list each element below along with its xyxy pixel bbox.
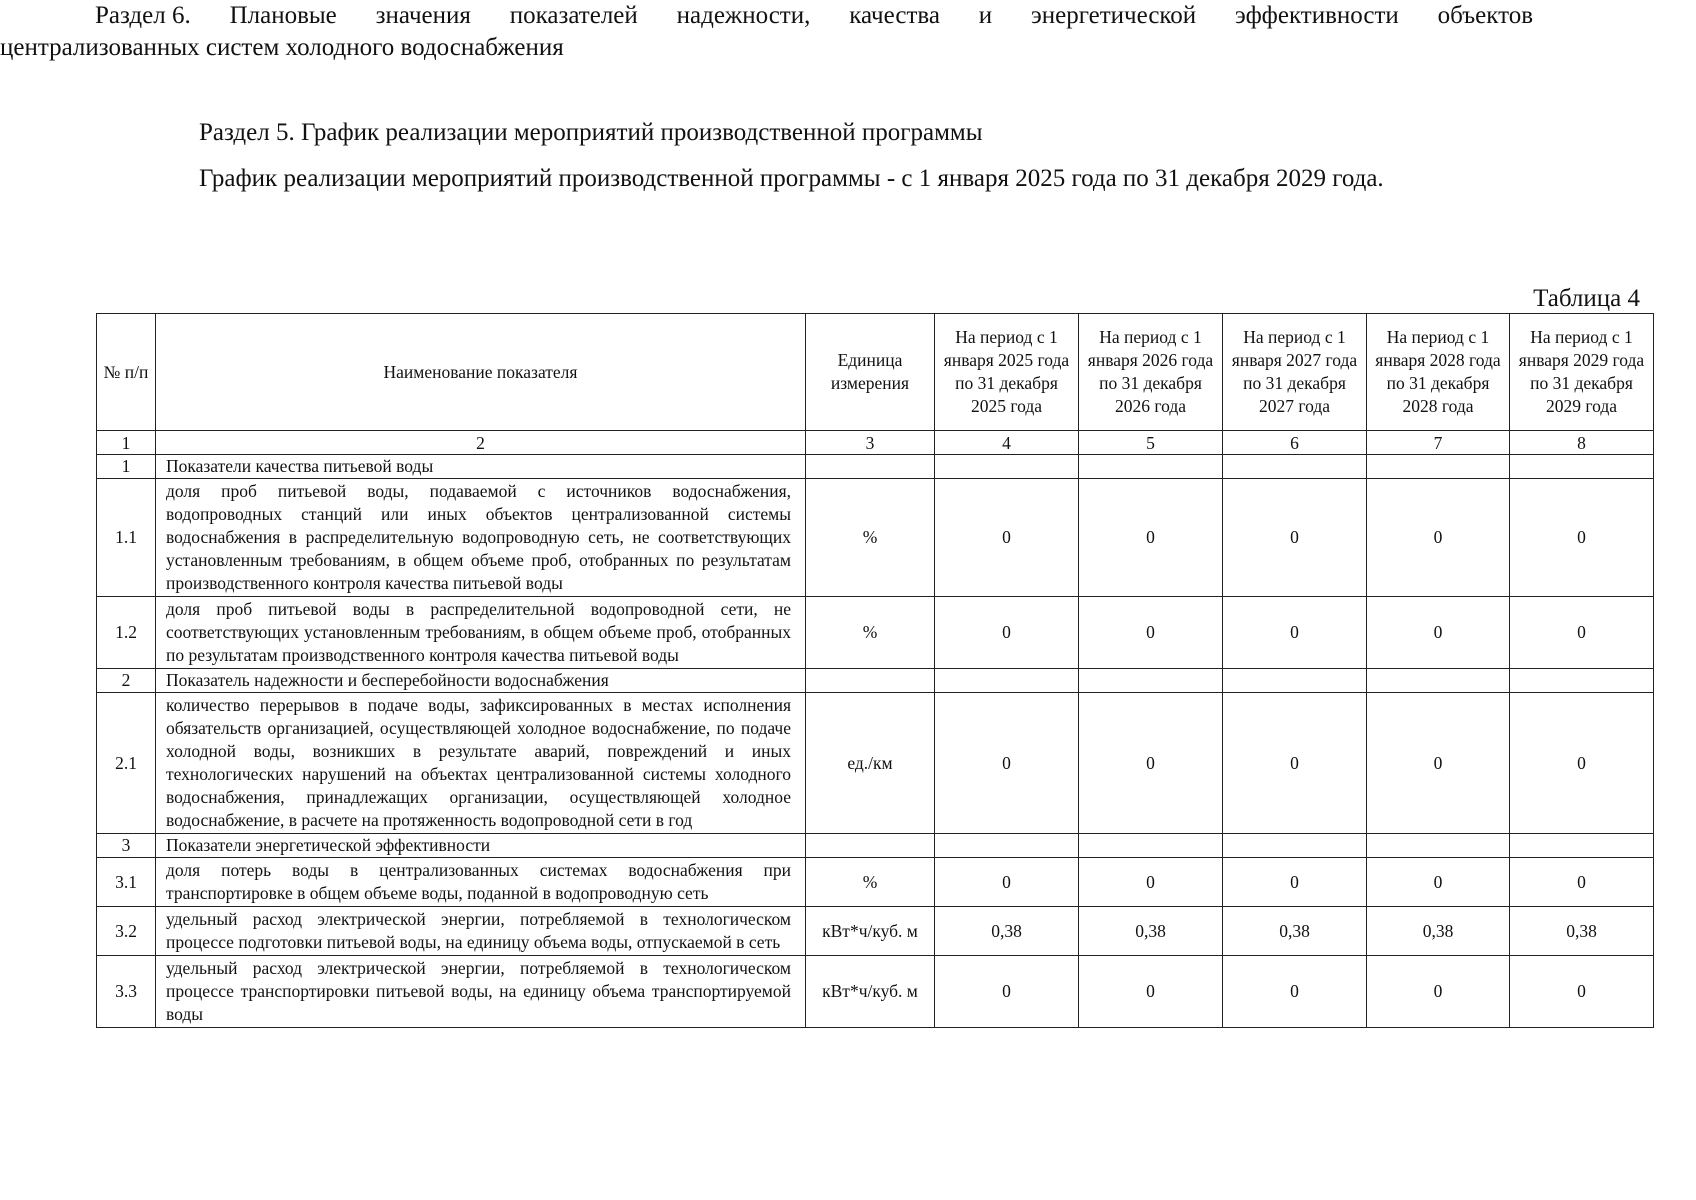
heading-word: качества	[849, 2, 940, 29]
empty-cell	[806, 834, 935, 858]
value-cell: 0	[1079, 479, 1223, 597]
row-num: 2	[97, 669, 156, 693]
section-name: Показатели энергетической эффективности	[156, 834, 806, 858]
value-cell: 0,38	[1223, 907, 1367, 956]
unit-cell: кВт*ч/куб. м	[806, 956, 935, 1028]
header-num: № п/п	[97, 314, 156, 431]
indicator-name: удельный расход электрической энергии, потребляемой в технологическом процессе транспортировки питьевой воды, на единицу объема транспортируемой воды	[156, 956, 806, 1028]
indicator-name: доля проб питьевой воды, подаваемой с источников водоснабжения, водопроводных станций или иных объектов централизованной системы водоснабжения в распределительную водопроводную сеть, не соответствующих установленным требованиям, в общем объеме проб, отобранных по результатам производственного контроля качества питьевой воды	[156, 479, 806, 597]
header-period-2025: На период с 1 января 2025 года по 31 декабря 2025 года	[935, 314, 1079, 431]
section-name: Показатели качества питьевой воды	[156, 455, 806, 479]
value-cell: 0	[1223, 597, 1367, 669]
indicator-name: количество перерывов в подаче воды, зафиксированных в местах исполнения обязательств организацией, осуществляющей холодное водоснабжение, по подаче холодной воды, возникших в результате аварий, повреждений и иных технологических нарушений на объектах централизованной системы холодного водоснабжения, принадлежащих организации, осуществляющей холодное водоснабжение, в расчете на протяженность водопроводной сети в год	[156, 693, 806, 834]
value-cell: 0	[935, 597, 1079, 669]
row-num: 1.2	[97, 597, 156, 669]
header-period-2029: На период с 1 января 2029 года по 31 декабря 2029 года	[1510, 314, 1654, 431]
value-cell: 0	[1079, 858, 1223, 907]
value-cell: 0	[1367, 956, 1510, 1028]
section-name: Показатель надежности и бесперебойности водоснабжения	[156, 669, 806, 693]
table-label: Таблица 4	[1533, 285, 1640, 312]
column-index: 5	[1079, 431, 1223, 455]
column-index: 4	[935, 431, 1079, 455]
table-row	[97, 956, 1654, 1028]
value-cell: 0	[1223, 693, 1367, 834]
heading-word: и	[978, 2, 993, 29]
value-cell: 0	[1079, 693, 1223, 834]
section-6-heading-line-1	[0, 0, 1533, 32]
row-num: 3	[97, 834, 156, 858]
row-num: 3.3	[97, 956, 156, 1028]
empty-cell	[806, 455, 935, 479]
column-index-row	[97, 431, 1654, 455]
empty-cell	[1223, 669, 1367, 693]
unit-cell: ед./км	[806, 693, 935, 834]
table-row	[97, 479, 1654, 597]
heading-word: Плановые	[229, 2, 337, 29]
table-row	[97, 693, 1654, 834]
row-num: 1.1	[97, 479, 156, 597]
value-cell: 0	[1367, 858, 1510, 907]
header-name: Наименование показателя	[156, 314, 806, 431]
section-row	[97, 669, 1654, 693]
value-cell: 0	[1079, 956, 1223, 1028]
empty-cell	[1510, 669, 1654, 693]
indicator-name: удельный расход электрической энергии, потребляемой в технологическом процессе подготовки питьевой воды, на единицу объема воды, отпускаемой в сеть	[156, 907, 806, 956]
empty-cell	[1510, 834, 1654, 858]
value-cell: 0	[935, 479, 1079, 597]
unit-cell: %	[806, 479, 935, 597]
heading-word: показателей	[509, 2, 638, 29]
unit-cell: кВт*ч/куб. м	[806, 907, 935, 956]
indicators-table	[96, 313, 1654, 1028]
value-cell: 0,38	[1510, 907, 1654, 956]
section-row	[97, 455, 1654, 479]
empty-cell	[1510, 455, 1654, 479]
value-cell: 0,38	[935, 907, 1079, 956]
value-cell: 0	[1367, 479, 1510, 597]
row-num: 3.2	[97, 907, 156, 956]
table-header-row	[97, 314, 1654, 431]
table-row	[97, 858, 1654, 907]
heading-word: эффективности	[1235, 2, 1399, 29]
table-row	[97, 597, 1654, 669]
empty-cell	[935, 669, 1079, 693]
empty-cell	[1367, 669, 1510, 693]
header-period-2026: На период с 1 января 2026 года по 31 декабря 2026 года	[1079, 314, 1223, 431]
value-cell: 0	[1510, 597, 1654, 669]
value-cell: 0	[1367, 597, 1510, 669]
table-row	[97, 907, 1654, 956]
empty-cell	[1367, 455, 1510, 479]
value-cell: 0	[1079, 597, 1223, 669]
unit-cell: %	[806, 858, 935, 907]
indicator-name: доля проб питьевой воды в распределительной водопроводной сети, не соответствующих установленным требованиям, в общем объеме проб, отобранных по результатам производственного контроля качества питьевой воды	[156, 597, 806, 669]
header-period-2027: На период с 1 января 2027 года по 31 декабря 2027 года	[1223, 314, 1367, 431]
column-index: 8	[1510, 431, 1654, 455]
value-cell: 0	[1510, 956, 1654, 1028]
header-period-2028: На период с 1 января 2028 года по 31 декабря 2028 года	[1367, 314, 1510, 431]
value-cell: 0	[935, 858, 1079, 907]
column-index: 6	[1223, 431, 1367, 455]
value-cell: 0	[1510, 693, 1654, 834]
value-cell: 0	[1223, 858, 1367, 907]
empty-cell	[806, 669, 935, 693]
column-index: 3	[806, 431, 935, 455]
header-unit: Единица измерения	[806, 314, 935, 431]
value-cell: 0	[1510, 479, 1654, 597]
value-cell: 0	[1223, 479, 1367, 597]
unit-cell: %	[806, 597, 935, 669]
section-5-heading: Раздел 5. График реализации мероприятий производственной программы	[199, 119, 983, 146]
column-index: 1	[97, 431, 156, 455]
section-6-heading	[0, 0, 1533, 64]
heading-word: энергетической	[1031, 2, 1197, 29]
empty-cell	[1367, 834, 1510, 858]
heading-word: объектов	[1437, 2, 1533, 29]
heading-word: значения	[375, 2, 471, 29]
empty-cell	[1079, 455, 1223, 479]
value-cell: 0	[1510, 858, 1654, 907]
heading-word: Раздел 6.	[95, 2, 191, 29]
value-cell: 0	[1223, 956, 1367, 1028]
empty-cell	[1223, 455, 1367, 479]
row-num: 3.1	[97, 858, 156, 907]
heading-word: надежности,	[676, 2, 811, 29]
value-cell: 0	[1367, 693, 1510, 834]
empty-cell	[1223, 834, 1367, 858]
schedule-text: График реализации мероприятий производственной программы - с 1 января 2025 года по 31 декабря 2029 года.	[199, 165, 1384, 192]
empty-cell	[1079, 669, 1223, 693]
value-cell: 0,38	[1079, 907, 1223, 956]
indicator-name: доля потерь воды в централизованных системах водоснабжения при транспортировке в общем объеме воды, поданной в водопроводную сеть	[156, 858, 806, 907]
value-cell: 0	[935, 956, 1079, 1028]
row-num: 2.1	[97, 693, 156, 834]
empty-cell	[935, 834, 1079, 858]
section-6-heading-line-2: централизованных систем холодного водоснабжения	[0, 34, 564, 61]
empty-cell	[935, 455, 1079, 479]
empty-cell	[1079, 834, 1223, 858]
value-cell: 0	[935, 693, 1079, 834]
row-num: 1	[97, 455, 156, 479]
column-index: 7	[1367, 431, 1510, 455]
section-row	[97, 834, 1654, 858]
value-cell: 0,38	[1367, 907, 1510, 956]
column-index: 2	[156, 431, 806, 455]
